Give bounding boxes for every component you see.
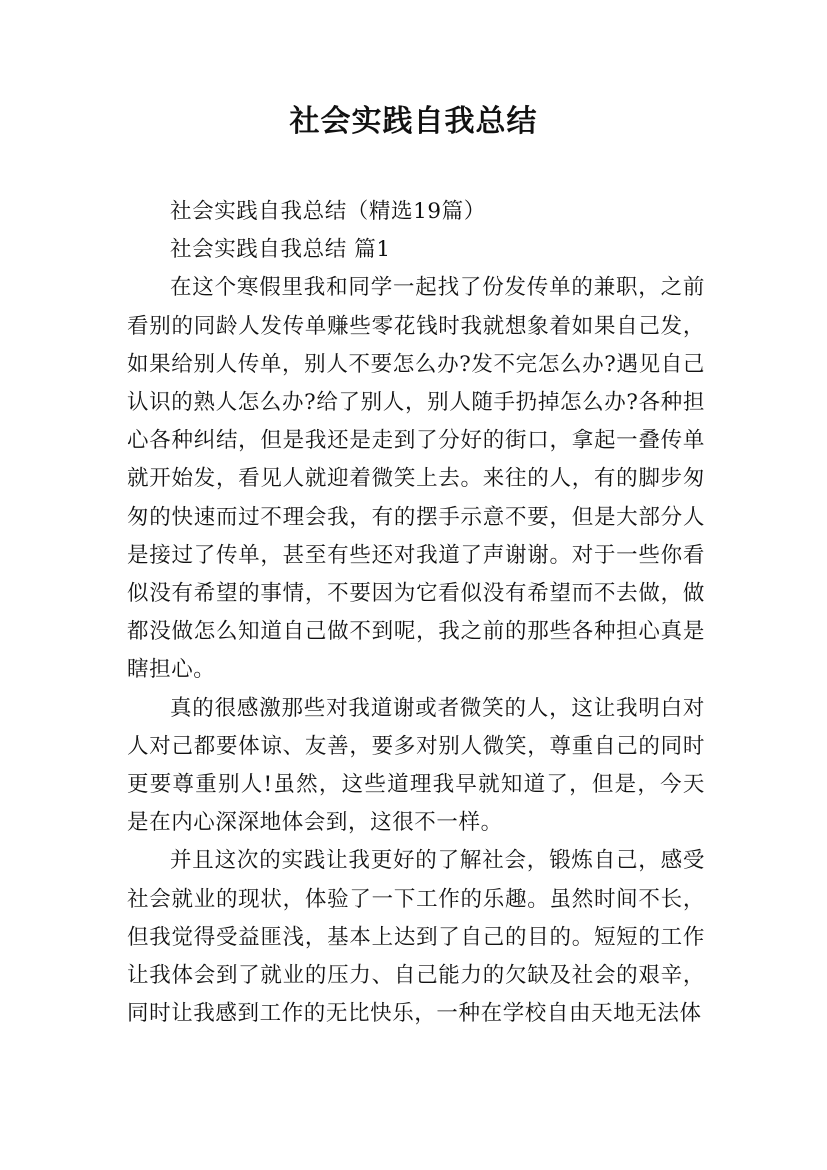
document-subtitle: 社会实践自我总结（精选19篇） xyxy=(170,199,486,224)
paragraph-3: 并且这次的实践让我更好的了解社会，锻炼自己，感受社会就业的现状，体验了一下工作的乐趣。虽然时间不长，但我觉得受益匪浅，基本上达到了自己的目的。短短的工作让我体会到了就业的压力、自己能力的欠缺及社会的艰辛，同时让我感到工作的无比快乐，一种在学校自由天地无法体 xyxy=(127,848,705,1027)
document-title: 社会实践自我总结 xyxy=(289,104,538,139)
paragraph-1: 在这个寒假里我和同学一起找了份发传单的兼职，之前看别的同龄人发传单赚些零花钱时我就想象着如果自己发，如果给别人传单，别人不要怎么办?发不完怎么办?遇见自己认识的熟人怎么办?给了别人，别人随手扔掉怎么办?各种担心各种纠结，但是我还是走到了分好的街口，拿起一叠传单就开始发，看见人就迎着微笑上去。来往的人，有的脚步匆匆的快速而过不理会我，有的摆手示意不要，但是大部分人是接过了传单，甚至有些还对我道了声谢谢。对于一些你看似没有希望的事情，不要因为它看似没有希望而不去做，做都没做怎么知道自己做不到呢，我之前的那些各种担心真是瞎担心。 xyxy=(127,275,705,683)
section-heading: 社会实践自我总结 篇1 xyxy=(170,237,391,263)
paragraph-2: 真的很感激那些对我道谢或者微笑的人，这让我明白对人对己都要体谅、友善，要多对别人微笑，尊重自己的同时更要尊重别人!虽然，这些道理我早就知道了，但是，今天是在内心深深地体会到，这很不一样。 xyxy=(127,695,705,836)
document-body xyxy=(127,193,705,1033)
